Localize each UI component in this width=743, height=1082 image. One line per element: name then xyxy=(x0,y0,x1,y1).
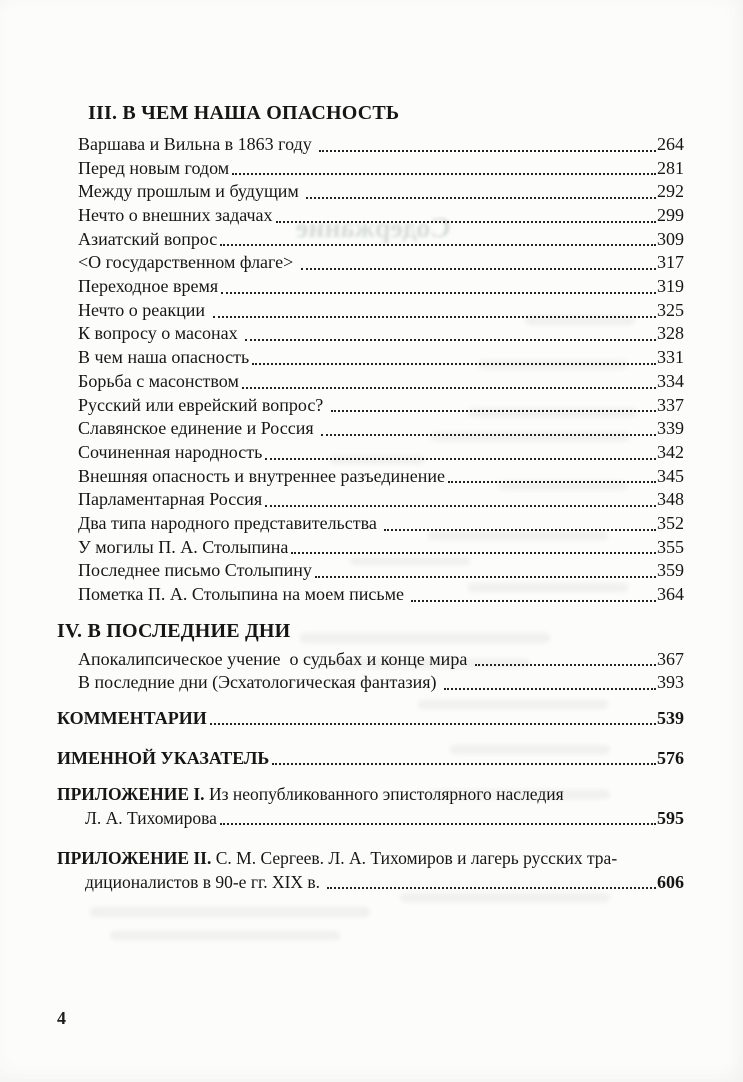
toc-entry xyxy=(78,228,684,252)
toc-entry-title: Переходное время xyxy=(78,276,219,297)
toc-entry-title: Апокалипсическое учение о судьбах и конце мира xyxy=(78,648,472,669)
dot-leader xyxy=(265,458,656,460)
toc-entry-page: 539 xyxy=(657,708,684,729)
appendix-1-title: Из неопубликованного эпистолярного наследия xyxy=(208,784,564,805)
dot-leader xyxy=(306,197,656,199)
toc-entry-title: Перед новым годом xyxy=(78,157,230,178)
toc-entry-title: Сочиненная народность xyxy=(78,441,263,462)
toc-entry-title: Между прошлым и будущим xyxy=(78,181,304,202)
toc-entry xyxy=(78,299,684,323)
toc-entry-page: 334 xyxy=(657,370,684,391)
toc-entry-title: Последнее письмо Столыпину xyxy=(78,560,312,581)
toc-entry-comments xyxy=(57,706,684,730)
toc-entry-title: Борьба с масонством xyxy=(78,370,239,391)
toc-entry xyxy=(78,488,684,512)
appendix-1-line2 xyxy=(85,806,684,830)
toc-entry xyxy=(78,180,684,204)
dot-leader xyxy=(220,244,656,246)
dot-leader xyxy=(321,434,656,436)
page-number: 4 xyxy=(57,1008,66,1028)
bleed-through-artifact xyxy=(110,931,340,940)
toc-entries-section-iii xyxy=(78,133,684,607)
appendix-2-title: С. М. Сергеев. Л. А. Тихомиров и лагерь русских тра- xyxy=(215,848,618,869)
toc-entry xyxy=(78,441,684,465)
toc-entry-page: 325 xyxy=(657,299,684,320)
toc-entry-title: Л. А. Тихомирова xyxy=(85,808,217,829)
toc-entry-page: 299 xyxy=(657,205,684,226)
toc-entry-page: 606 xyxy=(657,872,684,893)
toc-entry xyxy=(78,133,684,157)
toc-entry-title: Азиатский вопрос xyxy=(78,228,218,249)
toc-entry-title: В чем наша опасность xyxy=(78,347,250,368)
toc-entry xyxy=(78,346,684,370)
dot-leader xyxy=(221,292,656,294)
toc-entry xyxy=(78,559,684,583)
toc-entry-page: 345 xyxy=(657,465,684,486)
appendix-2-line2 xyxy=(85,870,684,894)
toc-entry-title: <О государственном флаге> xyxy=(78,252,298,273)
dot-leader xyxy=(220,823,656,825)
toc-entry xyxy=(78,204,684,228)
dot-leader xyxy=(252,363,656,365)
toc-entry-page: 348 xyxy=(657,489,684,510)
dot-leader xyxy=(210,723,656,725)
appendix-2-entry xyxy=(57,846,684,894)
toc-entry-title: К вопросу о масонах xyxy=(78,323,243,344)
toc-entry xyxy=(78,275,684,299)
appendix-1-entry xyxy=(57,782,684,830)
toc-entry-title: Русский или еврейский вопрос? xyxy=(78,394,328,415)
toc-entry xyxy=(78,251,684,275)
dot-leader xyxy=(276,221,656,223)
toc-entry-page: 576 xyxy=(657,748,684,769)
dot-leader xyxy=(301,268,656,270)
toc-entry-page: 264 xyxy=(657,133,684,154)
dot-leader xyxy=(327,887,656,889)
bleed-through-ghost-text: Содержание xyxy=(295,213,452,244)
toc-entry-title: Славянское единение и Россия xyxy=(78,418,319,439)
toc-entry-page: 367 xyxy=(657,648,684,669)
appendix-1-line1 xyxy=(57,782,684,806)
toc-entry-page: 355 xyxy=(657,536,684,557)
toc-entry-page: 339 xyxy=(657,418,684,439)
toc-entry-title: ИМЕННОЙ УКАЗАТЕЛЬ xyxy=(57,748,270,769)
appendix-1-label: ПРИЛОЖЕНИЕ I. xyxy=(57,784,205,805)
toc-entry-title: Пометка П. А. Столыпина на моем письме xyxy=(78,584,409,605)
toc-entry xyxy=(78,536,684,560)
dot-leader xyxy=(319,150,656,152)
toc-entry-title: диционалистов в 90-е гг. XIX в. xyxy=(85,872,325,893)
toc-entry-title: У могилы П. А. Столыпина xyxy=(78,536,289,557)
toc-entry-page: 337 xyxy=(657,394,684,415)
toc-entry-title: Внешняя опасность и внутреннее разъединение xyxy=(78,465,446,486)
toc-entry xyxy=(78,512,684,536)
toc-entry-page: 317 xyxy=(657,252,684,273)
appendix-2-line1 xyxy=(57,846,684,870)
toc-entry xyxy=(78,157,684,181)
toc-entry xyxy=(78,417,684,441)
toc-entry-page: 328 xyxy=(657,323,684,344)
toc-entry-page: 309 xyxy=(657,228,684,249)
dot-leader xyxy=(475,664,656,666)
dot-leader xyxy=(384,529,656,531)
dot-leader xyxy=(242,387,656,389)
toc-entry-page: 281 xyxy=(657,157,684,178)
toc-entry-title: В последние дни (Эсхатологическая фантазия) xyxy=(78,672,442,693)
appendix-2-label: ПРИЛОЖЕНИЕ II. xyxy=(57,848,212,869)
dot-leader xyxy=(315,576,656,578)
dot-leader xyxy=(411,600,656,602)
toc-entry-page: 364 xyxy=(657,584,684,605)
dot-leader xyxy=(232,173,656,175)
dot-leader xyxy=(444,688,656,690)
dot-leader xyxy=(213,316,656,318)
toc-entry-title: КОММЕНТАРИИ xyxy=(57,708,207,729)
toc-entry-page: 393 xyxy=(657,672,684,693)
toc-content xyxy=(57,0,684,894)
dot-leader xyxy=(265,505,656,507)
toc-entry-title: Варшава и Вильна в 1863 году xyxy=(78,133,317,154)
toc-entry-title: Нечто о реакции xyxy=(78,299,210,320)
toc-entries-section-iv xyxy=(78,648,684,695)
toc-entry-name-index xyxy=(57,746,684,770)
toc-entry-title: Два типа народного представительства xyxy=(78,512,382,533)
dot-leader xyxy=(272,763,656,765)
toc-entry-page: 319 xyxy=(657,276,684,297)
toc-entry-page: 359 xyxy=(657,560,684,581)
bleed-through-artifact xyxy=(400,893,610,902)
toc-entry xyxy=(78,370,684,394)
toc-entry xyxy=(78,583,684,607)
toc-entry-title: Парламентарная Россия xyxy=(78,489,263,510)
toc-entry xyxy=(78,648,684,672)
toc-entry-page: 352 xyxy=(657,512,684,533)
section-heading-iii: III. В ЧЕМ НАША ОПАСНОСТЬ xyxy=(88,102,400,124)
dot-leader xyxy=(331,410,656,412)
toc-entry-page: 342 xyxy=(657,441,684,462)
toc-entry-title: Нечто о внешних задачах xyxy=(78,205,273,226)
toc-entry-page: 595 xyxy=(657,808,684,829)
toc-entry xyxy=(78,465,684,489)
toc-entry xyxy=(78,394,684,418)
section-heading-iv: IV. В ПОСЛЕДНИЕ ДНИ xyxy=(57,619,291,642)
toc-entry xyxy=(78,323,684,347)
dot-leader xyxy=(448,481,656,483)
dot-leader xyxy=(291,552,656,554)
toc-entry-page: 292 xyxy=(657,181,684,202)
toc-entry-page: 331 xyxy=(657,347,684,368)
toc-entry xyxy=(78,671,684,695)
dot-leader xyxy=(245,339,656,341)
bleed-through-artifact xyxy=(90,907,370,917)
